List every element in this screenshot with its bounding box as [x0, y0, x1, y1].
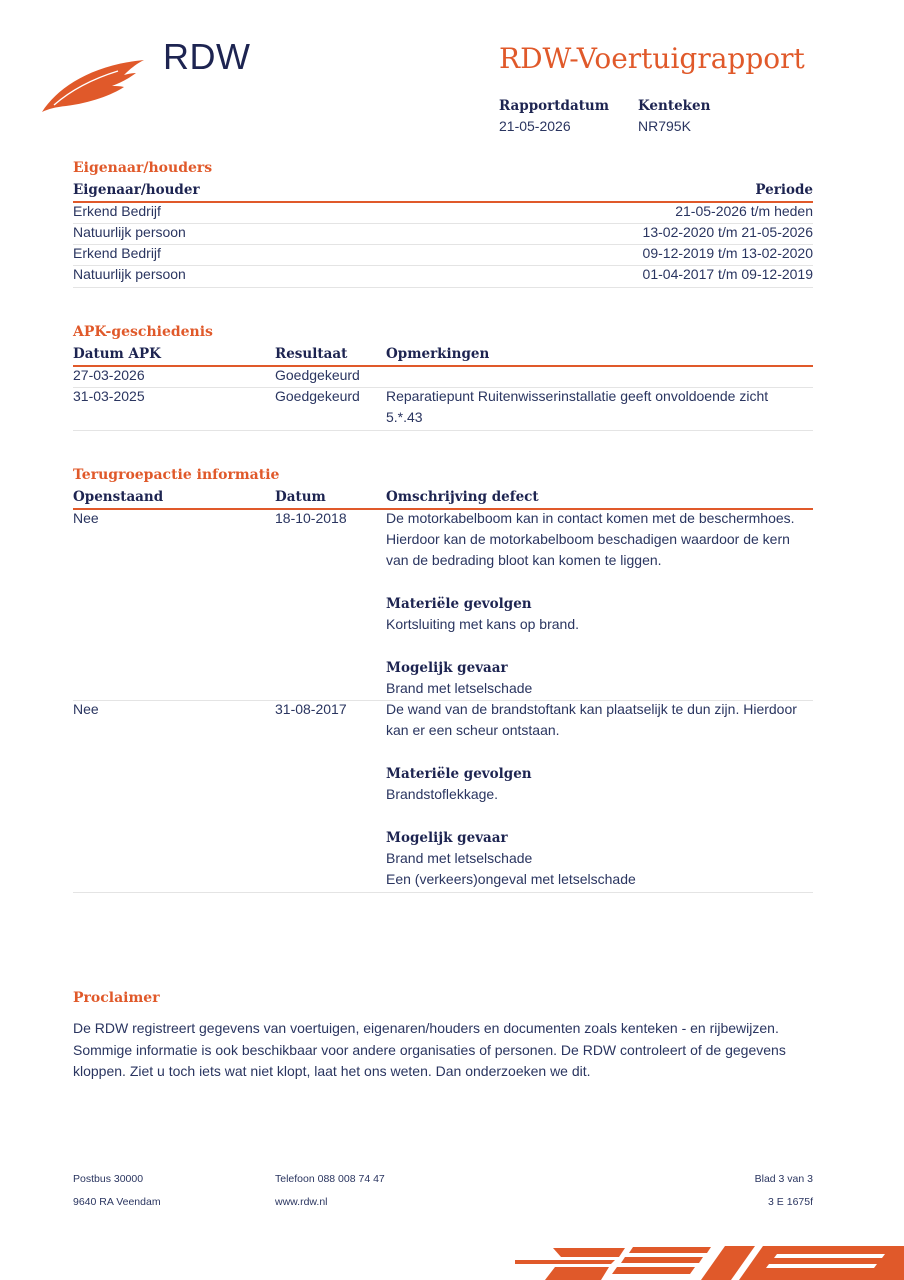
report-date-value: 21-05-2026	[499, 118, 571, 134]
plate-label: Kenteken	[638, 98, 711, 114]
owner-period: 01-04-2017 t/m 09-12-2019	[642, 266, 813, 282]
footer-city: 9640 RA Veendam	[73, 1196, 161, 1208]
recall-desc-line: Hierdoor kan de motorkabelboom beschadigen waardoor de kern	[386, 531, 790, 547]
owner-name: Natuurlijk persoon	[73, 224, 186, 240]
proclaimer-line: kloppen. Ziet u toch iets wat niet klopt, laat het ons weten. Dan onderzoeken we dit.	[73, 1063, 591, 1079]
recall-date: 18-10-2018	[275, 510, 347, 526]
apk-result: Goedgekeurd	[275, 388, 360, 404]
danger-value: Een (verkeers)ongeval met letselschade	[386, 871, 636, 887]
apk-header-rule	[73, 365, 813, 367]
proclaimer-line: De RDW registreert gegevens van voertuigen, eigenaren/houders en documenten zoals kenteken - en rijbewijzen.	[73, 1020, 779, 1036]
owner-name: Erkend Bedrijf	[73, 245, 161, 261]
recall-col-date: Datum	[275, 489, 326, 505]
row-divider	[73, 892, 813, 893]
recall-open: Nee	[73, 701, 99, 717]
recall-open: Nee	[73, 510, 99, 526]
footer-stripes-icon	[515, 1243, 904, 1280]
recall-col-desc: Omschrijving defect	[386, 489, 539, 505]
owner-name: Natuurlijk persoon	[73, 266, 186, 282]
recall-date: 31-08-2017	[275, 701, 347, 717]
rdw-logo-icon	[40, 55, 150, 115]
recall-section-title: Terugroepactie informatie	[73, 467, 280, 483]
material-label: Materiële gevolgen	[386, 766, 532, 782]
report-date-label: Rapportdatum	[499, 98, 610, 114]
material-value: Kortsluiting met kans op brand.	[386, 616, 579, 632]
apk-col-remarks: Opmerkingen	[386, 346, 490, 362]
recall-desc-line: De wand van de brandstoftank kan plaatselijk te dun zijn. Hierdoor	[386, 701, 797, 717]
apk-section-title: APK-geschiedenis	[73, 324, 213, 340]
apk-remarks-line: Reparatiepunt Ruitenwisserinstallatie geeft onvoldoende zicht	[386, 388, 769, 404]
proclaimer-title: Proclaimer	[73, 990, 160, 1006]
footer-page-number: Blad 3 van 3	[754, 1173, 813, 1185]
material-value: Brandstoflekkage.	[386, 786, 499, 802]
row-divider	[73, 430, 813, 431]
proclaimer-line: Sommige informatie is ook beschikbaar voor andere organisaties of personen. De RDW controleert of de gegevens	[73, 1042, 786, 1058]
apk-date: 31-03-2025	[73, 388, 145, 404]
apk-col-date: Datum APK	[73, 346, 161, 362]
row-divider	[73, 287, 813, 288]
recall-col-open: Openstaand	[73, 489, 164, 505]
footer-website[interactable]: www.rdw.nl	[275, 1196, 328, 1208]
apk-remarks-line: 5.*.43	[386, 409, 423, 425]
recall-desc-line: kan er een scheur ontstaan.	[386, 722, 560, 738]
brand-name: RDW	[163, 36, 251, 77]
apk-date: 27-03-2026	[73, 367, 145, 383]
owners-col-period: Periode	[755, 182, 813, 198]
danger-value: Brand met letselschade	[386, 850, 533, 866]
recall-desc-line: van de bedrading bloot kan komen te liggen.	[386, 552, 662, 568]
footer-phone: Telefoon 088 008 74 47	[275, 1173, 385, 1185]
owner-period: 09-12-2019 t/m 13-02-2020	[642, 245, 813, 261]
danger-label: Mogelijk gevaar	[386, 660, 508, 676]
recall-desc-line: De motorkabelboom kan in contact komen met de beschermhoes.	[386, 510, 795, 526]
footer-code: 3 E 1675f	[768, 1196, 813, 1208]
material-label: Materiële gevolgen	[386, 596, 532, 612]
apk-col-result: Resultaat	[275, 346, 348, 362]
owner-period: 13-02-2020 t/m 21-05-2026	[642, 224, 813, 240]
owner-period: 21-05-2026 t/m heden	[675, 203, 813, 219]
plate-value: NR795K	[638, 118, 691, 134]
footer-postbus: Postbus 30000	[73, 1173, 144, 1185]
report-title: RDW-Voertuigrapport	[499, 42, 805, 75]
owners-col-owner: Eigenaar/houder	[73, 182, 200, 198]
apk-result: Goedgekeurd	[275, 367, 360, 383]
owners-section-title: Eigenaar/houders	[73, 160, 213, 176]
danger-label: Mogelijk gevaar	[386, 830, 508, 846]
danger-value: Brand met letselschade	[386, 680, 533, 696]
owner-name: Erkend Bedrijf	[73, 203, 161, 219]
